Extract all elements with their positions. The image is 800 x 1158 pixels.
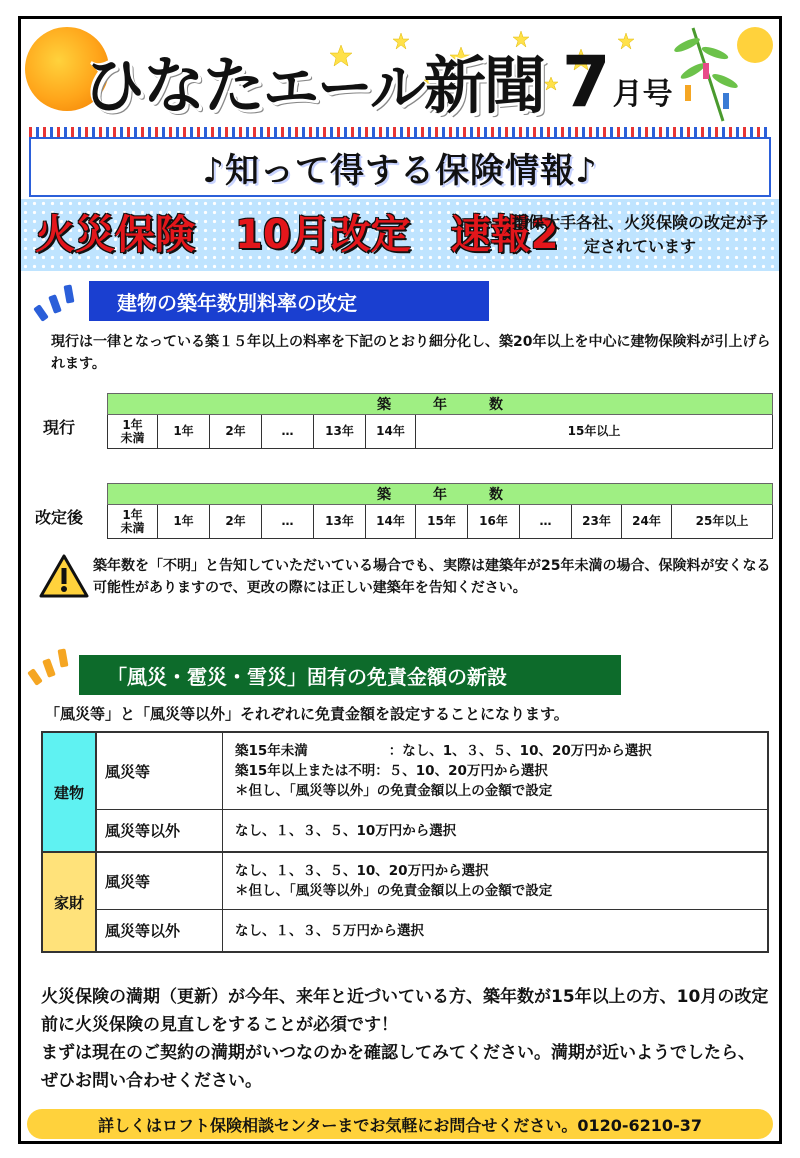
deductible-line: ＊但し、「風災等以外」の免責金額以上の金額で設定 <box>235 783 553 799</box>
year-cell: 23年 <box>572 505 622 538</box>
headline-note: 損保大手各社、火災保険の改定が予定されています <box>511 213 768 256</box>
section2-heading: 「風災・雹災・雪災」固有の免責金額の新設 <box>79 655 621 695</box>
current-label: 現行 <box>43 418 76 437</box>
closing-message <box>41 983 771 1095</box>
deductible-line: なし、１、３、５、10万円から選択 <box>235 822 457 839</box>
contact-footer <box>27 1109 773 1139</box>
type-non-wind: 風災等以外 <box>97 910 223 951</box>
category-contents: 家財 <box>43 853 97 951</box>
subtitle-text: ♪知って得する保険情報♪ <box>202 150 598 191</box>
revised-year-cells <box>107 505 773 539</box>
tanabata-bamboo-icon <box>663 23 773 123</box>
year-cell: 1年 未満 <box>108 415 158 448</box>
year-cell: 13年 <box>314 415 366 448</box>
year-cell: … <box>520 505 572 538</box>
year-cell: 13年 <box>314 505 366 538</box>
title-hinata: ひなた <box>83 49 264 122</box>
year-band: 築 年 数 <box>107 393 773 415</box>
type-wind: 風災等 <box>97 733 223 809</box>
year-band: 築 年 数 <box>107 483 773 505</box>
warning-text: 築年数を「不明」と告知していただいている場合でも、実際は建築年が25年未満の場合、保険料が安くなる可能性がありますので、更改の際には正しい建築年を告知ください。 <box>93 558 771 596</box>
revised-year-table <box>107 483 773 539</box>
closing-line2: まずは現在のご契約の満期がいつなのかを確認してみてください。満期が近いようでしたら、ぜひお問い合わせください。 <box>41 1043 755 1091</box>
subtitle-banner <box>29 137 771 197</box>
title-shinbun: 新聞 <box>423 49 544 122</box>
closing-line1: 火災保険の満期（更新）が今年、来年と近づいている方、築年数が15年以上の方、10月の改定前に火災保険の見直しをすることが必須です！ <box>41 987 769 1035</box>
deductible-building-wind <box>223 733 767 809</box>
deductible-building-non-wind <box>223 810 767 851</box>
top-stripe <box>29 127 771 137</box>
year-cell: … <box>262 415 314 448</box>
title-yell: エール <box>263 56 424 121</box>
category-building: 建物 <box>43 733 97 851</box>
year-cell: 14年 <box>366 505 416 538</box>
warning-icon <box>39 553 89 599</box>
year-cell: 15年 <box>416 505 468 538</box>
revised-label: 改定後 <box>35 508 84 527</box>
deductible-line: 築15年以上または不明：５、10、20万円から選択 <box>235 763 548 779</box>
current-year-cells <box>107 415 773 449</box>
current-year-table <box>107 393 773 449</box>
issue-month-suffix: 月号 <box>612 77 673 112</box>
year-cell: … <box>262 505 314 538</box>
masthead-title <box>83 37 673 123</box>
contact-text: 詳しくはロフト保険相談センターまでお気軽にお問合せください。0120-6210-37 <box>98 1115 702 1135</box>
headline-text: 火災保険 10月改定 速報2 <box>35 212 559 258</box>
deductible-line: なし、１、３、５万円から選択 <box>235 922 424 939</box>
issue-month-number: 7 <box>561 41 611 123</box>
year-cell: 15年以上 <box>567 424 621 438</box>
year-cell: 14年 <box>366 415 416 448</box>
accent-marks-icon <box>33 283 81 323</box>
section1-heading: 建物の築年数別料率の改定 <box>89 281 489 321</box>
masthead <box>21 19 779 127</box>
section2-intro: 「風災等」と「風災等以外」それぞれに免責金額を設定することになります。 <box>45 705 569 723</box>
deductible-table <box>41 731 769 953</box>
deductible-contents-wind <box>223 853 767 909</box>
year-cell: 16年 <box>468 505 520 538</box>
type-non-wind: 風災等以外 <box>97 810 223 851</box>
deductible-line: ＊但し、「風災等以外」の免責金額以上の金額で設定 <box>235 883 553 899</box>
type-wind: 風災等 <box>97 853 223 909</box>
accent-marks-icon <box>27 647 75 687</box>
year-cell: 1年 <box>158 505 210 538</box>
year-cell: 1年 <box>158 415 210 448</box>
year-cell: 2年 <box>210 505 262 538</box>
deductible-contents-non-wind <box>223 910 767 951</box>
year-cell: 24年 <box>622 505 672 538</box>
year-cell: 2年 <box>210 415 262 448</box>
year-cell: 25年以上 <box>695 514 749 528</box>
deductible-line: 築15年未満 ：なし、1、３、５、10、20万円から選択 <box>235 743 652 759</box>
year-cell: 1年 未満 <box>108 505 158 538</box>
deductible-line: なし、１、３、５、10、20万円から選択 <box>235 863 489 879</box>
section1-intro: 現行は一律となっている築１５年以上の料率を下記のとおり細分化し、築20年以上を中心に建物保険料が引上げられます。 <box>51 334 771 372</box>
newsletter-page <box>18 16 782 1144</box>
